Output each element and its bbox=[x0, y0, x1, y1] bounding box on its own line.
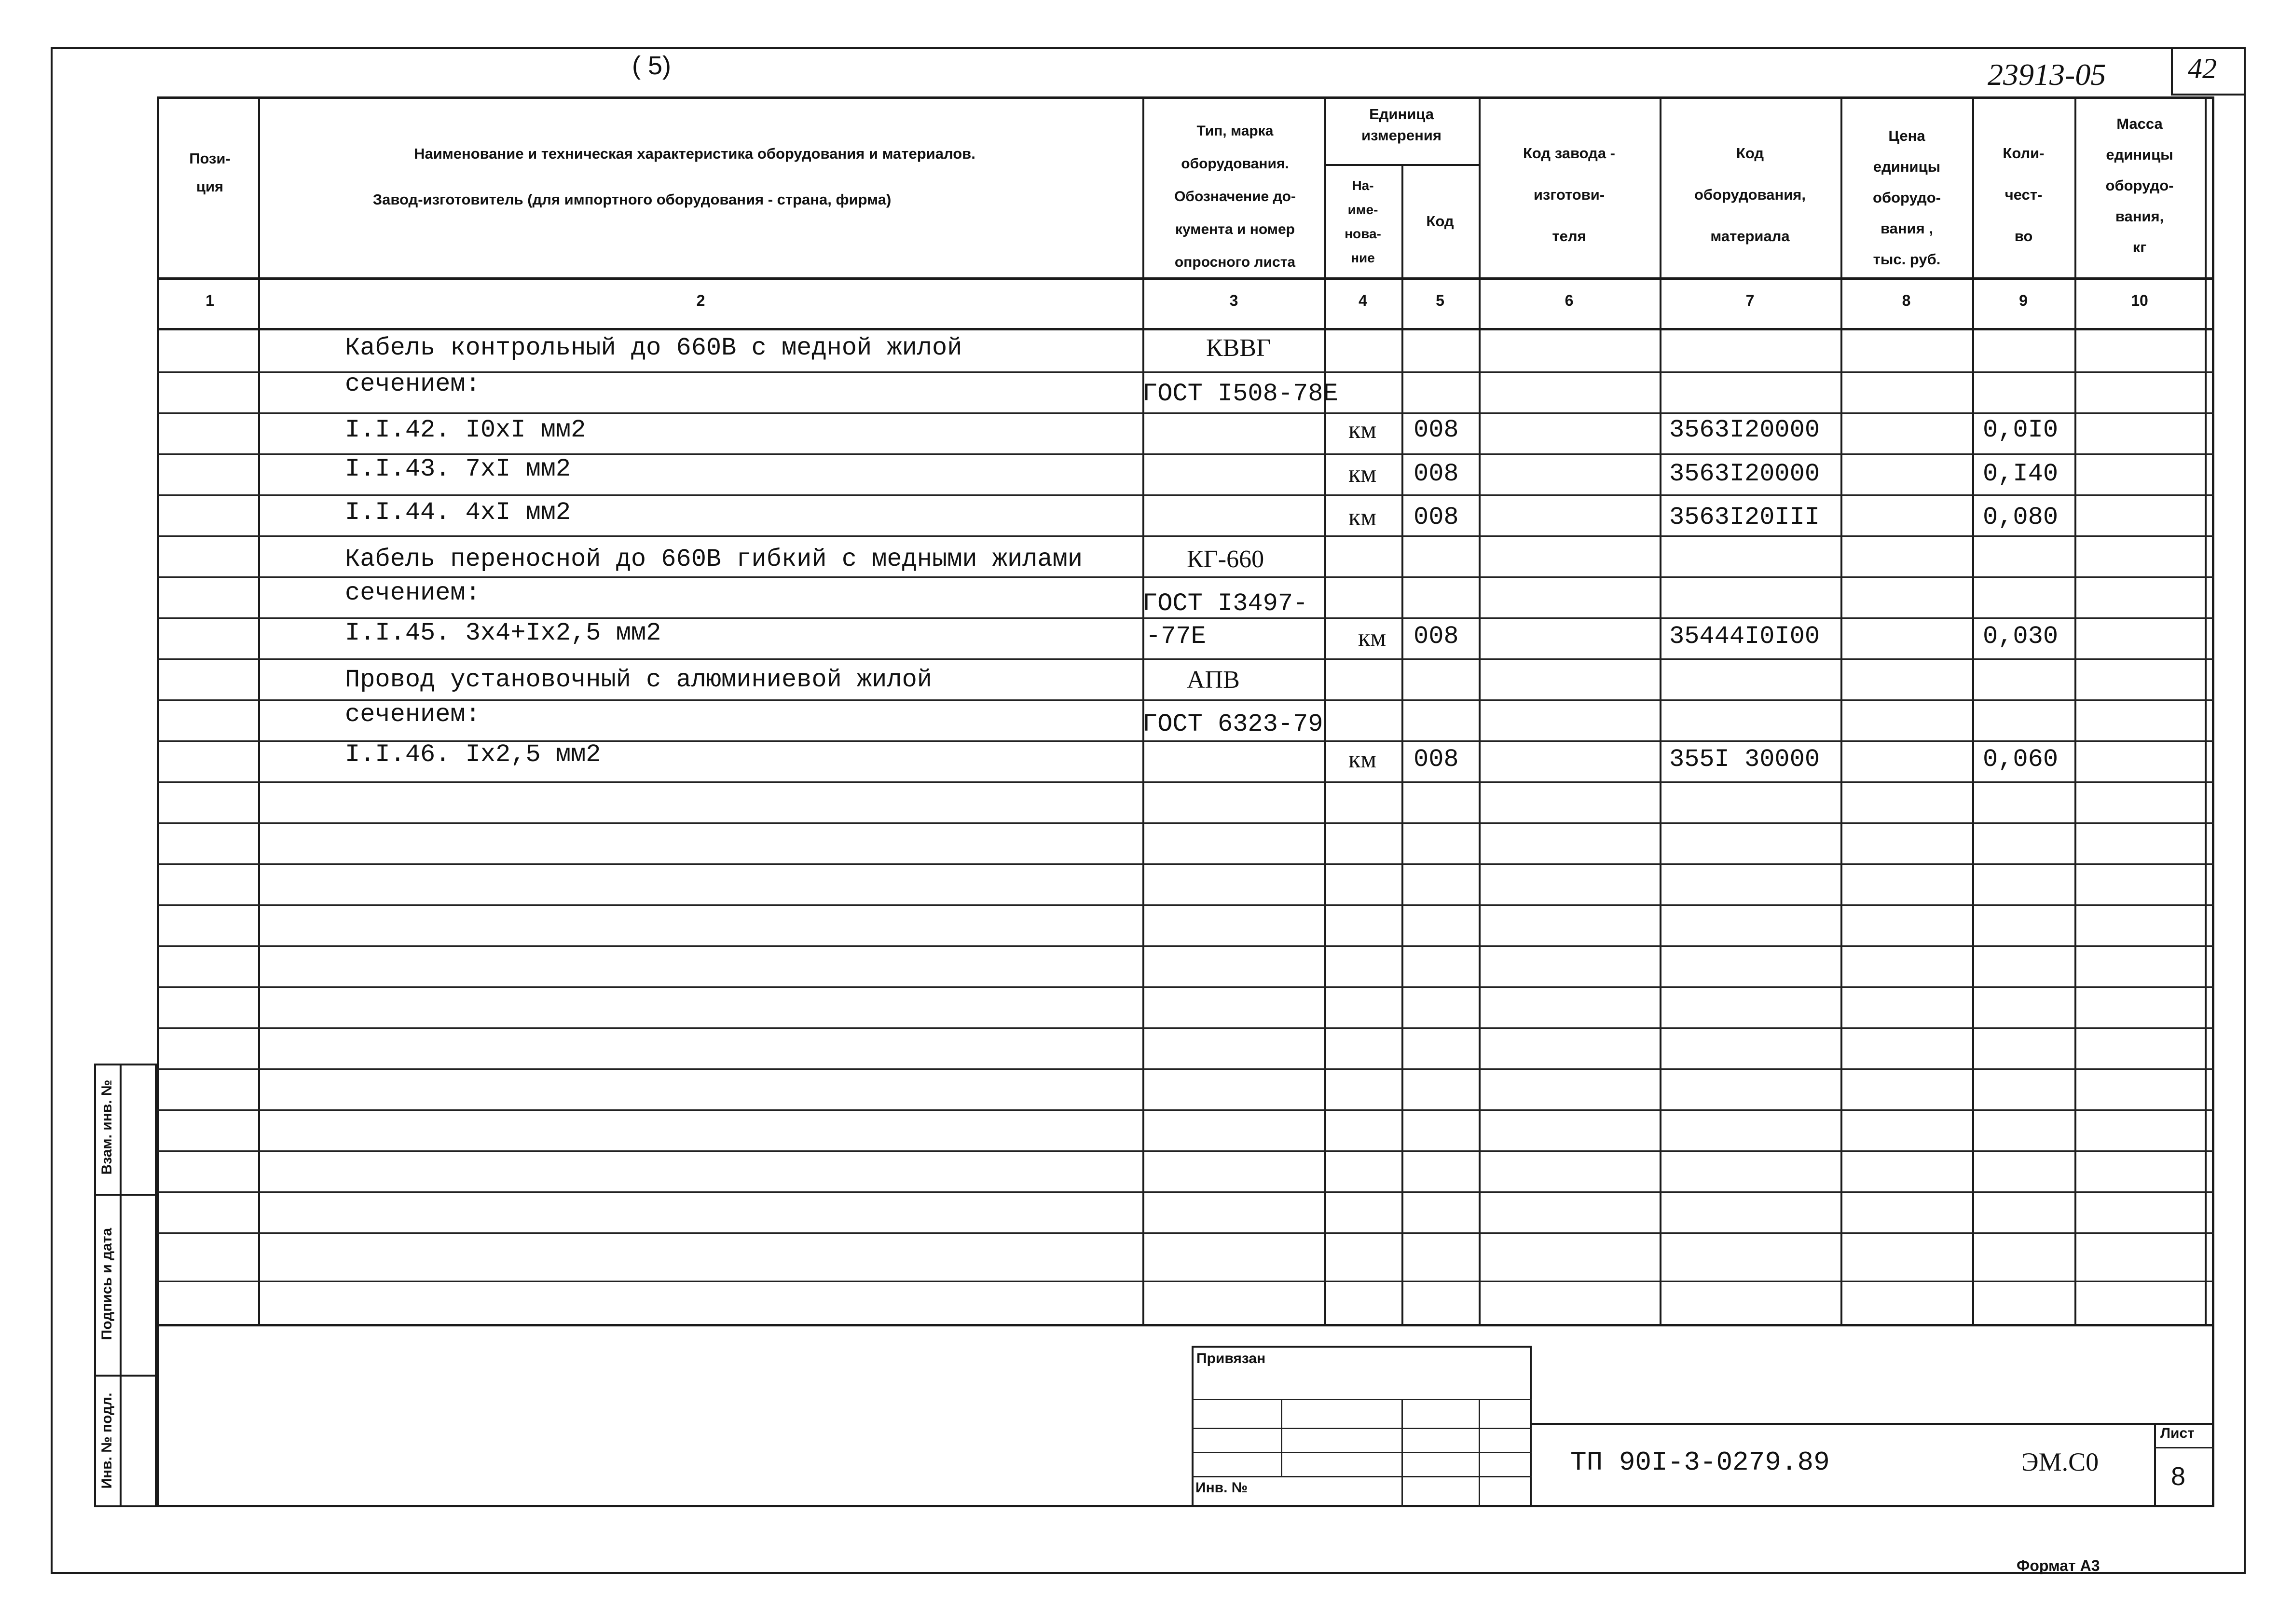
unit-header-line bbox=[1324, 164, 1479, 166]
row-type: КВВГ bbox=[1206, 334, 1271, 362]
row-qty: 0,I40 bbox=[1983, 460, 2059, 488]
side-stamp-inv-podl: Инв. № подл. bbox=[99, 1392, 115, 1489]
col-line bbox=[1972, 96, 1974, 1324]
side-stamp-line bbox=[94, 1375, 157, 1377]
row-line bbox=[157, 1150, 2214, 1152]
col-line bbox=[258, 96, 260, 1324]
row-line bbox=[157, 1068, 2214, 1070]
row-unit-code: 008 bbox=[1414, 745, 1459, 774]
row-type: КГ-660 bbox=[1187, 546, 1264, 573]
row-line bbox=[157, 535, 2214, 537]
row-type: ГОСТ 6323-79 bbox=[1142, 710, 1323, 738]
row-line bbox=[157, 904, 2214, 906]
row-unit-code: 008 bbox=[1414, 622, 1459, 651]
row-name: I.I.44. 4xI мм2 bbox=[345, 498, 571, 527]
row-line bbox=[157, 1281, 2214, 1282]
row-unit: км bbox=[1348, 504, 1377, 531]
col-line bbox=[2205, 96, 2207, 1324]
row-name: I.I.42. I0xI мм2 bbox=[345, 416, 586, 444]
corner-number: 42 bbox=[2188, 53, 2217, 84]
page-marker: ( 5) bbox=[632, 51, 671, 80]
side-stamp-podpis: Подпись и дата bbox=[99, 1228, 115, 1340]
document-code: ТП 90I-3-0279.89 bbox=[1570, 1447, 1830, 1478]
header-unit-name-text: На- име- нова- ние bbox=[1345, 178, 1381, 265]
row-unit: км bbox=[1348, 416, 1377, 444]
row-code: 3563I20000 bbox=[1669, 416, 1820, 444]
row-name: сечением: bbox=[345, 370, 481, 398]
colnum-7: 7 bbox=[1745, 292, 1755, 309]
header-equipment-code-text: Код оборудования, материала bbox=[1694, 145, 1806, 245]
row-qty: 0,060 bbox=[1983, 745, 2059, 774]
row-type: -77Е bbox=[1146, 622, 1206, 651]
colnum-10: 10 bbox=[2131, 292, 2148, 309]
row-name: сечением: bbox=[345, 579, 481, 607]
row-name: Провод установочный с алюминиевой жилой bbox=[345, 666, 932, 694]
col-line bbox=[1324, 96, 1326, 1324]
privyazan-label: Привязан bbox=[1196, 1351, 1266, 1366]
header-unit-name bbox=[1327, 174, 1399, 270]
title-block-line bbox=[1532, 1423, 2214, 1425]
row-name: I.I.46. Ix2,5 мм2 bbox=[345, 740, 601, 769]
colnum-6: 6 bbox=[1565, 292, 1574, 309]
row-qty: 0,080 bbox=[1983, 503, 2059, 532]
header-mass bbox=[2077, 109, 2202, 263]
sheet-number: 8 bbox=[2171, 1462, 2186, 1491]
header-position bbox=[162, 145, 258, 201]
colnum-2: 2 bbox=[696, 292, 705, 309]
row-line bbox=[157, 986, 2214, 988]
row-name: I.I.43. 7xI мм2 bbox=[345, 455, 571, 483]
header-price bbox=[1843, 121, 1971, 275]
privyazan-line bbox=[1192, 1452, 1532, 1453]
col-line bbox=[2074, 96, 2076, 1324]
sheet-box-line bbox=[2154, 1447, 2214, 1448]
colnum-3: 3 bbox=[1229, 292, 1238, 309]
colnum-4: 4 bbox=[1359, 292, 1367, 309]
section-code: ЭМ.С0 bbox=[2021, 1447, 2099, 1476]
row-unit: км bbox=[1358, 624, 1387, 652]
privyazan-line bbox=[1192, 1399, 1532, 1400]
side-stamp-divider bbox=[120, 1064, 122, 1507]
row-line bbox=[157, 576, 2214, 578]
privyazan-line bbox=[1192, 1428, 1532, 1429]
sheet-label: Лист bbox=[2160, 1425, 2195, 1441]
header-type-text: Тип, марка оборудования. Обозначение до- кумента и номер опросного листа bbox=[1174, 123, 1296, 270]
header-equipment-code bbox=[1662, 133, 1838, 257]
row-code: 3563I20III bbox=[1669, 503, 1820, 532]
row-name: сечением: bbox=[345, 700, 481, 729]
row-line bbox=[157, 822, 2214, 824]
colnum-8: 8 bbox=[1902, 292, 1911, 309]
row-name: I.I.45. 3x4+Ix2,5 мм2 bbox=[345, 619, 661, 647]
row-name: Кабель контрольный до 660В с медной жилой bbox=[345, 334, 962, 362]
row-code: 35444I0I00 bbox=[1669, 622, 1820, 651]
row-line bbox=[157, 1191, 2214, 1193]
row-line bbox=[157, 781, 2214, 783]
header-price-text: Цена единицы оборудо- вания , тыс. руб. bbox=[1873, 127, 1941, 268]
inv-label: Инв. № bbox=[1195, 1480, 1248, 1496]
header-unit bbox=[1327, 104, 1476, 146]
row-qty: 0,0I0 bbox=[1983, 416, 2059, 444]
row-type: ГОСТ I3497- bbox=[1142, 589, 1308, 618]
colnum-5: 5 bbox=[1436, 292, 1444, 309]
row-unit-code: 008 bbox=[1414, 460, 1459, 488]
archive-number: 23913-05 bbox=[1988, 57, 2106, 92]
row-line bbox=[157, 658, 2214, 660]
header-quantity-text: Коли- чест- во bbox=[2003, 145, 2045, 245]
privyazan-col bbox=[1401, 1399, 1403, 1507]
table-bottom-line bbox=[157, 1324, 2214, 1326]
header-unit-text: Единица измерения bbox=[1361, 106, 1442, 144]
row-name: Кабель переносной до 660В гибкий с медными жилами bbox=[345, 545, 1083, 573]
row-line bbox=[157, 1232, 2214, 1234]
row-line bbox=[157, 1027, 2214, 1029]
row-unit-code: 008 bbox=[1414, 503, 1459, 532]
col-line bbox=[1840, 96, 1842, 1324]
privyazan-col bbox=[1479, 1399, 1480, 1507]
privyazan-line bbox=[1192, 1476, 1532, 1477]
header-mass-text: Масса единицы оборудо- вания, кг bbox=[2105, 115, 2174, 256]
row-line bbox=[157, 863, 2214, 865]
colnum-1: 1 bbox=[206, 292, 214, 309]
row-line bbox=[157, 494, 2214, 496]
header-type bbox=[1148, 115, 1322, 279]
colnum-bottom-line bbox=[157, 328, 2214, 330]
privyazan-col bbox=[1281, 1399, 1282, 1476]
format-label: Формат А3 bbox=[2017, 1557, 2100, 1574]
side-stamp-vzam: Взам. инв. № bbox=[99, 1079, 115, 1175]
header-position-text: Пози- ция bbox=[189, 150, 231, 195]
row-type: АПВ bbox=[1187, 666, 1240, 694]
row-unit-code: 008 bbox=[1414, 416, 1459, 444]
header-name-line2: Завод-изготовитель (для импортного оборудования - страна, фирма) bbox=[372, 191, 892, 208]
row-type: ГОСТ I508-78Е bbox=[1142, 380, 1338, 408]
header-quantity bbox=[1974, 133, 2073, 257]
row-unit: км bbox=[1348, 460, 1377, 488]
row-line bbox=[157, 945, 2214, 947]
header-name-line1: Наименование и техническая характеристика оборудования и материалов. bbox=[414, 145, 975, 162]
col-line bbox=[1479, 96, 1481, 1324]
row-code: 3563I20000 bbox=[1669, 460, 1820, 488]
colnum-9: 9 bbox=[2019, 292, 2028, 309]
header-unit-code: Код bbox=[1426, 213, 1454, 230]
row-code: 355I 30000 bbox=[1669, 745, 1820, 774]
header-factory-code bbox=[1481, 133, 1657, 257]
row-unit: км bbox=[1348, 746, 1377, 773]
row-line bbox=[157, 1109, 2214, 1111]
row-line bbox=[157, 412, 2214, 414]
row-qty: 0,030 bbox=[1983, 622, 2059, 651]
col-line bbox=[1660, 96, 1661, 1324]
header-factory-code-text: Код завода - изготови- теля bbox=[1523, 145, 1615, 245]
